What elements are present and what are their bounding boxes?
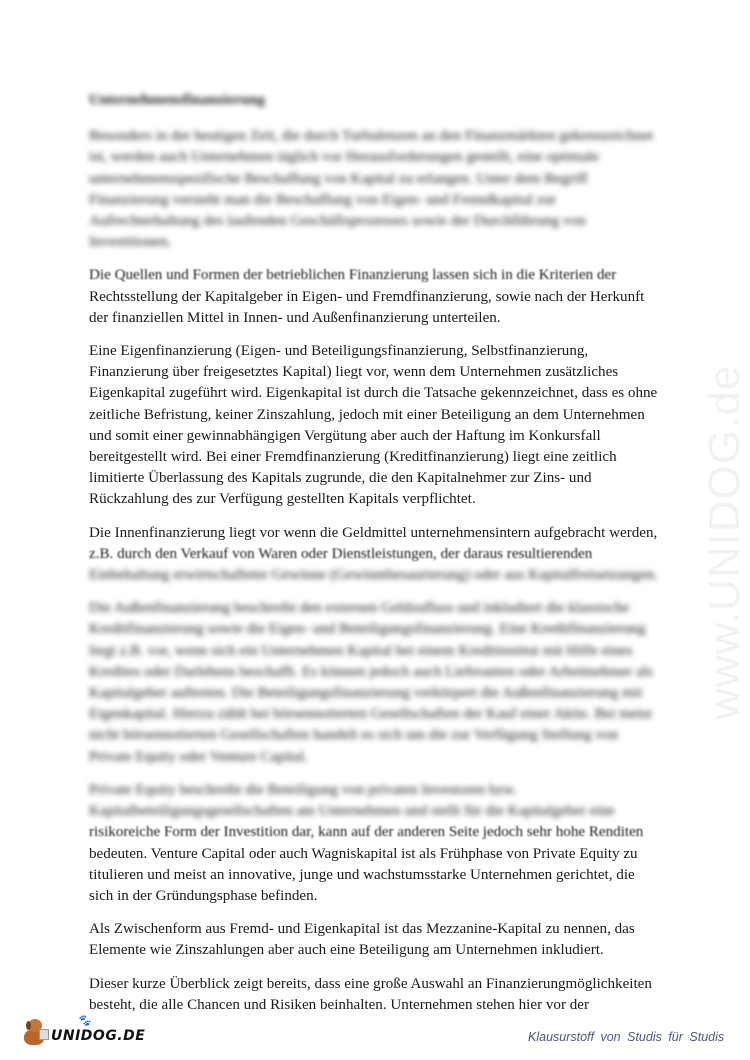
text-line: Kreditfinanzierung sowie die Eigen- und Beteiligungsfinanzierung. Eine Kreditfinanzierung	[89, 621, 646, 638]
text-line: Finanzierung über freigesetztes Kapital) liegt vor, wenn dem Unternehmen zusätzliches	[89, 364, 619, 381]
text-line: Eine Eigenfinanzierung (Eigen- und Beteiligungsfinanzierung, Selbstfinanzierung,	[89, 343, 589, 360]
text-line: Private Equity beschreibt die Beteiligung von privaten Investoren bzw.	[89, 781, 517, 798]
paragraph-eigenfinanzierung	[89, 341, 679, 511]
document-body	[89, 90, 679, 1028]
text-line: Als Zwischenform aus Fremd- und Eigenkapital ist das Mezzanine-Kapital zu nennen, das	[89, 921, 635, 938]
text-line: Dieser kurze Überblick zeigt bereits, dass eine große Auswahl an Finanzierungmöglichkeiten	[89, 975, 652, 992]
text-line: sich in der Gründungsphase befinden.	[89, 887, 318, 904]
text-line: bereitgestellt wird. Bei einer Fremdfinanzierung (Kreditfinanzierung) liegt eine zeitlich	[89, 449, 617, 466]
text-line: Einbehaltung erwirtschafteter Gewinne (Gewinnthesaurierung) oder aus Kapitalfreisetzungen.	[89, 567, 658, 584]
text-line: risikoreiche Form der Investition dar, kann auf der anderen Seite jedoch sehr hohe Renditen	[89, 824, 644, 841]
text-line: Besonders in der heutigen Zeit, die durch Turbulenzen an den Finanzmärkten gekennzeichnet	[89, 128, 654, 145]
text-line: Finanzierung versteht man die Beschaffung von Eigen- und Fremdkapital zur	[89, 191, 557, 208]
text-line: titulieren und meist an innovative, junge und wachstumsstarke Unternehmen gerichtet, die	[89, 866, 635, 883]
text-line: zeitliche Befristung, keiner Zinszahlung, jedoch mit einer Beteiligung an dem Unternehmen	[89, 406, 645, 423]
text-line: Eigenkapital. Hierzu zählt bei börsennotierten Gesellschaften der Kauf einer Aktie. Bei meist	[89, 706, 652, 723]
text-line: Rechtsstellung der Kapitalgeber in Eigen- und Fremdfinanzierung, sowie nach der Herkunft	[89, 288, 645, 305]
document-title: Unternehmensfinanzierung	[89, 92, 265, 108]
paragraph-ueberblick	[89, 974, 679, 1016]
dog-mascot-icon	[22, 1019, 48, 1047]
text-line: Elemente wie Zinszahlungen aber auch eine Beteiligung am Unternehmen inkludiert.	[89, 942, 604, 959]
text-line: Kapitalgeber auftreten. Die Beteiligungsfinanzierung verkörpert die Außenfinanzierung mit	[89, 685, 643, 702]
paragraph-quellen	[89, 265, 679, 329]
logo-wordmark: UNIDOG.DE	[51, 1028, 146, 1044]
text-line: und somit einer gewinnabhängigen Vergütung aber auch der Haftung im Konkursfall	[89, 427, 601, 444]
text-line: liegt z.B. vor, wenn sich ein Unternehmen Kapital bei einem Kreditinstitut mit Hilfe eines	[89, 642, 633, 659]
paw-icon: 🐾	[77, 1014, 92, 1027]
logo-text	[51, 1014, 146, 1044]
paragraph-mezzanine	[89, 919, 679, 961]
text-line: Eigenkapital zugeführt wird. Eigenkapital ist durch die Tatsache gekennzeichnet, dass es ohne	[89, 385, 658, 402]
text-line: Private Equity oder Venture Capital.	[89, 748, 308, 765]
text-line: bedeuten. Venture Capital oder auch Wagniskapital ist als Frühphase von Private Equity zu	[89, 845, 638, 862]
text-line: Aufrechterhaltung des laufenden Geschäftsprozesses sowie der Durchführung von	[89, 213, 586, 230]
text-line: Kredites oder Darlehens beschafft. Es können jedoch auch Lieferanten oder Arbeitnehmer als	[89, 663, 653, 680]
paragraph-intro	[89, 126, 679, 253]
text-line: Die Außenfinanzierung beschreibt den externen Geldzufluss und inkludiert die klassische	[89, 600, 630, 617]
unidog-logo[interactable]	[22, 1013, 145, 1047]
text-line: limitierte Überlassung des Kapitals zugrunde, die den Kapitalnehmer zur Zins- und	[89, 470, 592, 487]
text-line: Die Innenfinanzierung liegt vor wenn die Geldmittel unternehmensintern aufgebracht werden,	[89, 524, 658, 541]
text-line: besteht, die alle Chancen und Risiken beinhalten. Unternehmen stehen hier vor der	[89, 996, 590, 1013]
footer-tagline: Klausurstoff von Studis für Studis	[528, 1030, 725, 1044]
paragraph-innenfinanzierung	[89, 523, 679, 587]
text-line: ist, werden auch Unternehmen täglich vor Herausforderungen gestellt, eine optimale	[89, 149, 600, 166]
paragraph-private-equity	[89, 780, 679, 907]
text-line: nicht börsennotierten Gesellschaften handelt es sich um die zur Verfügung Stellung von	[89, 727, 619, 744]
text-line: Investitionen.	[89, 234, 172, 251]
text-line: Die Quellen und Formen der betrieblichen Finanzierung lassen sich in die Kriterien der	[89, 267, 617, 284]
text-line: Rückzahlung des zur Verfügung gestellten Kapitals verpflichtet.	[89, 491, 476, 508]
text-line: Kapitalbeteiligungsgesellschaften am Unternehmen und stellt für die Kapitalgeber eine	[89, 803, 615, 820]
text-line: der finanziellen Mittel in Innen- und Außenfinanzierung unterteilen.	[89, 309, 501, 326]
paragraph-aussenfinanzierung	[89, 598, 679, 768]
watermark-text: www.UNIDOG.de	[700, 364, 749, 720]
text-line: unternehmensspezifische Beschaffung von Kapital zu erlangen. Unter dem Begriff	[89, 170, 588, 187]
text-line: z.B. durch den Verkauf von Waren oder Dienstleistungen, der daraus resultierenden	[89, 545, 593, 562]
